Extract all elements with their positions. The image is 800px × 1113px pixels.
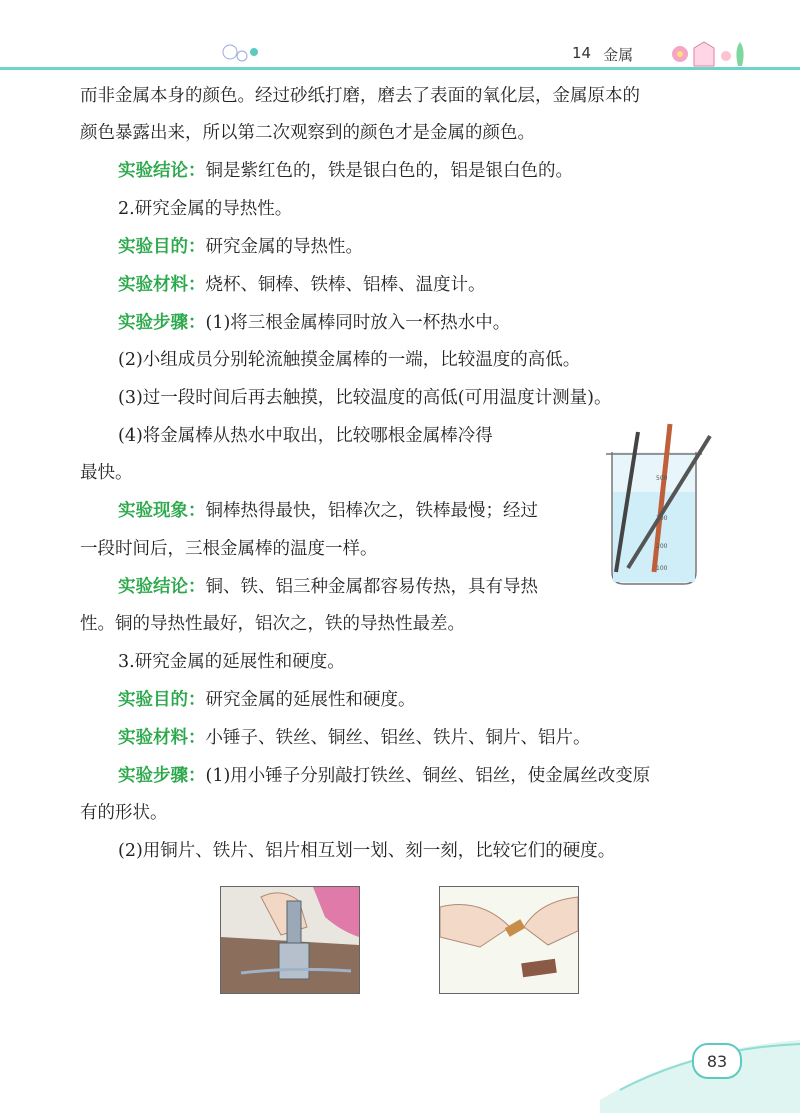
paragraph-text: 烧杯、铜棒、铁棒、铝棒、温度计。 bbox=[205, 275, 486, 295]
paragraph-text: (1)用小锤子分别敲打铁丝、铜丝、铝丝，使金属丝改变原 bbox=[205, 766, 651, 786]
paragraph-text: 而非金属本身的颜色。经过砂纸打磨，磨去了表面的氧化层，金属原本的 bbox=[80, 86, 640, 106]
section-label: 实验材料： bbox=[118, 728, 206, 748]
chapter-number: 14 bbox=[572, 44, 592, 62]
paragraph-text: 颜色暴露出来，所以第二次观察到的颜色才是金属的颜色。 bbox=[80, 123, 535, 143]
paragraph-text: 有的形状。 bbox=[80, 803, 168, 823]
paragraph-text: 小锤子、铁丝、铜丝、铝丝、铁片、铜片、铝片。 bbox=[205, 728, 591, 748]
paragraph-text: (2)用铜片、铁片、铝片相互划一划、刻一刻，比较它们的硬度。 bbox=[118, 841, 616, 861]
paragraph-line bbox=[118, 418, 493, 456]
paragraph-text: (4)将金属棒从热水中取出，比较哪根金属棒冷得 bbox=[118, 426, 493, 446]
scale-mark: 200 bbox=[656, 543, 668, 550]
hammer-illustration bbox=[220, 886, 360, 994]
beaker-figure bbox=[598, 422, 718, 592]
chapter-title: 金属 bbox=[603, 46, 634, 64]
paragraph-text: 研究金属的延展性和硬度。 bbox=[205, 690, 416, 710]
flower-decoration-icon bbox=[668, 36, 748, 70]
paragraph-line bbox=[80, 606, 465, 644]
scale-mark: 100 bbox=[656, 565, 668, 572]
paragraph-text: (3)过一段时间后再去触摸，比较温度的高低(可用温度计测量)。 bbox=[118, 388, 612, 408]
paragraph-line bbox=[80, 455, 133, 493]
paragraph-line bbox=[118, 833, 615, 871]
header-bubbles-decoration bbox=[220, 40, 280, 70]
section-label: 实验现象： bbox=[118, 501, 206, 521]
scale-mark: 500 bbox=[656, 475, 668, 482]
paragraph-line bbox=[80, 115, 535, 153]
paragraph-line bbox=[80, 531, 378, 569]
paragraph-text: 性。铜的导热性最好，铝次之，铁的导热性最差。 bbox=[80, 614, 465, 634]
paragraph-text: 研究金属的导热性。 bbox=[205, 237, 363, 257]
paragraph-line bbox=[80, 78, 640, 116]
paragraph-line bbox=[118, 682, 416, 720]
section-label: 实验目的： bbox=[118, 690, 206, 710]
paragraph-text: 铜、铁、铝三种金属都容易传热，具有导热 bbox=[205, 577, 538, 597]
paragraph-line bbox=[118, 720, 591, 758]
paragraph-text: 一段时间后，三根金属棒的温度一样。 bbox=[80, 539, 378, 559]
page-number: 83 bbox=[692, 1043, 742, 1079]
scale-mark: 300 bbox=[656, 515, 668, 522]
paragraph-line bbox=[118, 305, 510, 343]
running-head bbox=[572, 44, 633, 65]
paragraph-line bbox=[118, 493, 538, 531]
section-label: 实验材料： bbox=[118, 275, 206, 295]
paragraph-text: 2.研究金属的导热性。 bbox=[118, 199, 293, 219]
section-label: 实验结论： bbox=[118, 161, 206, 181]
section-label: 实验结论： bbox=[118, 577, 206, 597]
paragraph-text: (2)小组成员分别轮流触摸金属棒的一端，比较温度的高低。 bbox=[118, 350, 581, 370]
paragraph-text: (1)将三根金属棒同时放入一杯热水中。 bbox=[205, 313, 511, 333]
section-label: 实验目的： bbox=[118, 237, 206, 257]
paragraph-text: 铜是紫红色的，铁是银白色的，铝是银白色的。 bbox=[205, 161, 573, 181]
paragraph-line bbox=[118, 267, 486, 305]
paragraph-line bbox=[80, 795, 168, 833]
scratch-test-illustration bbox=[439, 886, 579, 994]
section-label: 实验步骤： bbox=[118, 766, 206, 786]
paragraph-line bbox=[118, 758, 650, 796]
paragraph-line bbox=[118, 644, 345, 682]
paragraph-line bbox=[118, 153, 573, 191]
paragraph-line bbox=[118, 229, 363, 267]
paragraph-line bbox=[118, 342, 580, 380]
paragraph-line bbox=[118, 569, 538, 607]
paragraph-text: 3.研究金属的延展性和硬度。 bbox=[118, 652, 345, 672]
section-label: 实验步骤： bbox=[118, 313, 206, 333]
paragraph-text: 铜棒热得最快，铝棒次之，铁棒最慢；经过 bbox=[205, 501, 538, 521]
paragraph-line bbox=[118, 380, 611, 418]
paragraph-line bbox=[118, 191, 292, 229]
paragraph-text: 最快。 bbox=[80, 463, 133, 483]
